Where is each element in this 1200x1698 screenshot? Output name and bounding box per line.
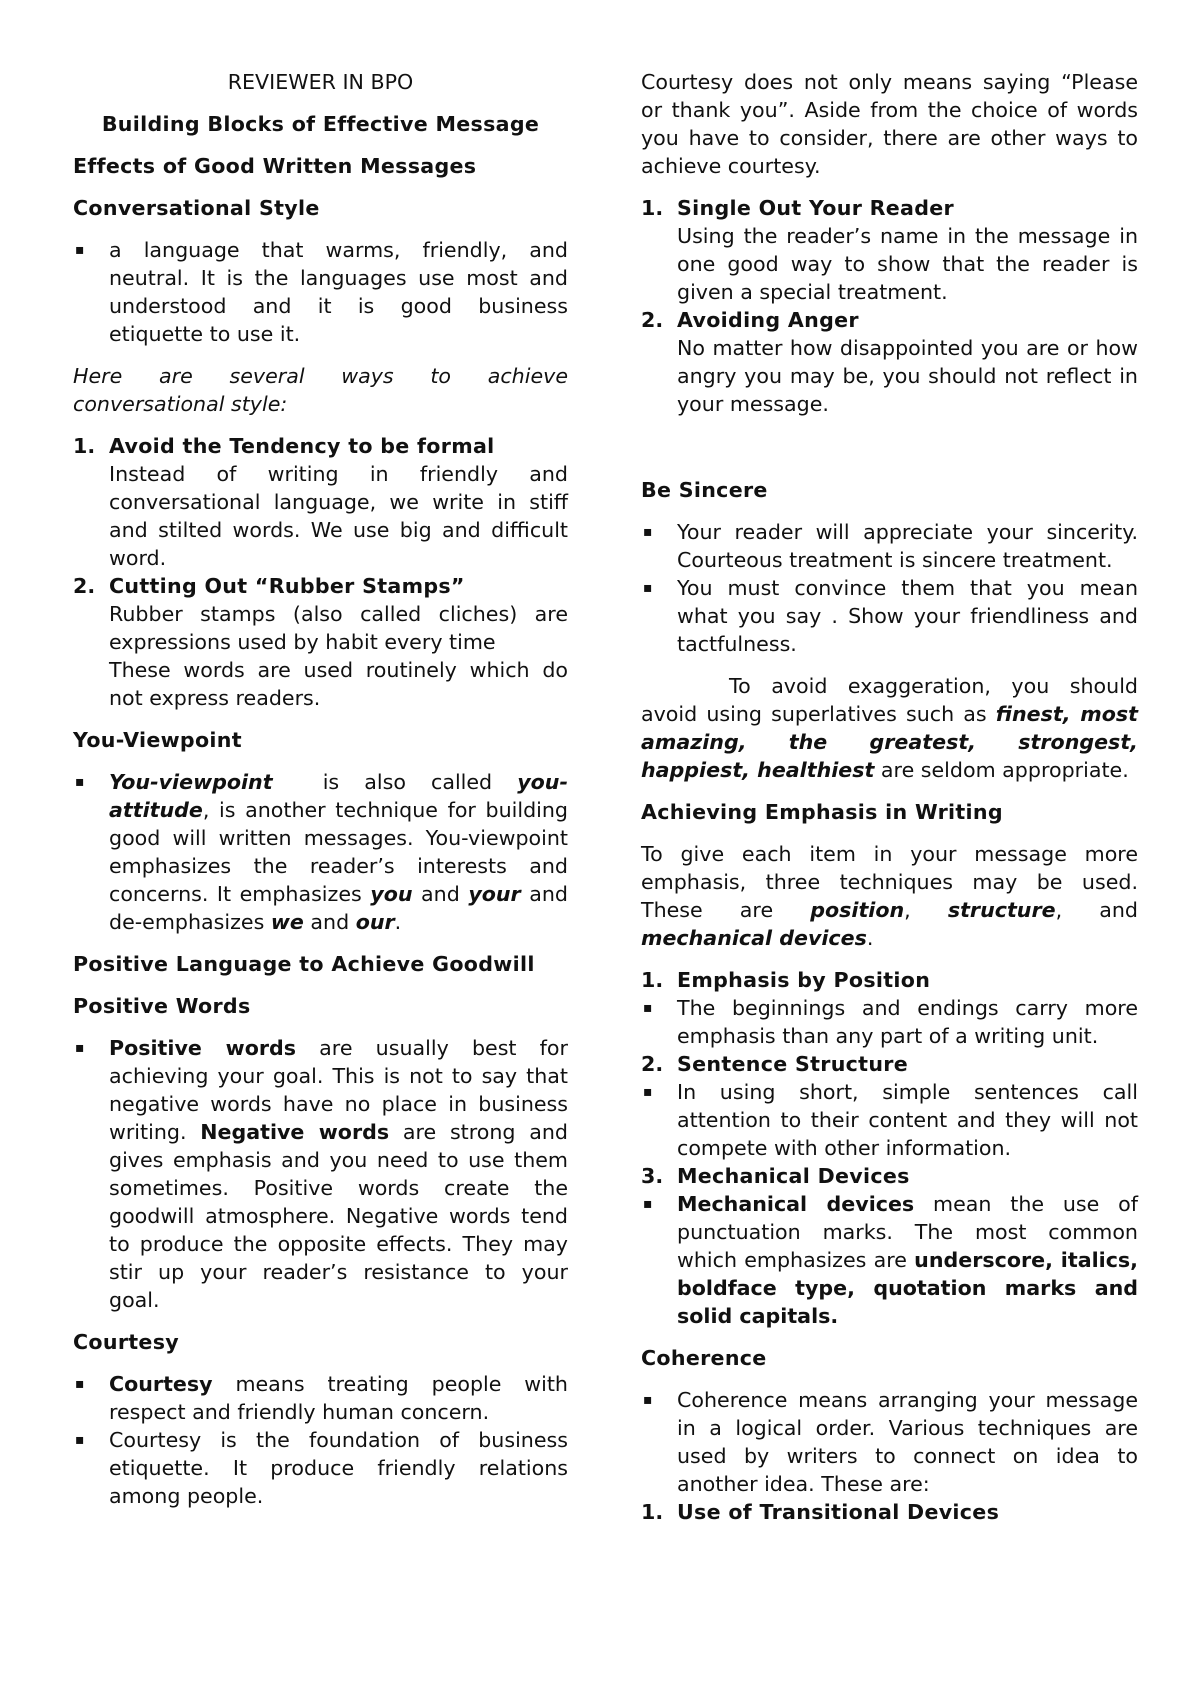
term: our — [355, 910, 395, 934]
bullet-icon: ▪ — [75, 1376, 85, 1392]
left-column — [73, 68, 575, 1510]
text-run: and de-emphasizes — [109, 882, 575, 934]
text-run: are seldom appropriate. — [874, 758, 1129, 782]
term: structure — [947, 898, 1056, 922]
superlatives: finest, most amazing, the greatest, strongest, happiest, healthiest — [641, 702, 1138, 782]
item-body: Instead of writing in friendly and conversational language, we write in stiff and stilted words. We use big and difficult word. — [109, 462, 568, 570]
list-item — [641, 574, 1138, 658]
bullet-icon: ▪ — [75, 1040, 85, 1056]
effects-heading: Effects of Good Written Messages — [73, 154, 477, 178]
term: Mechanical devices — [677, 1192, 915, 1216]
item-body: Rubber stamps (also called cliches) are expressions used by habit every time — [109, 602, 568, 654]
text-run: To avoid exaggeration, you should avoid using superlatives such as — [641, 674, 1138, 726]
term: position — [810, 898, 905, 922]
text-run: Courtesy is the foundation of business etiquette. It produce friendly relations among people. — [109, 1428, 568, 1508]
bullet-icon: ▪ — [643, 524, 653, 540]
item-number: 1. — [641, 968, 664, 992]
list-item — [641, 1162, 1138, 1190]
text-run: means treating people with respect and friendly human concern. — [109, 1372, 568, 1424]
text-run: The beginnings and endings carry more emphasis than any part of a writing unit. — [677, 996, 1138, 1048]
list-item — [641, 518, 1138, 574]
courtesy-continued: Courtesy does not only means saying “Please or thank you”. Aside from the choice of words you have to consider, there are other ways to achieve courtesy. — [641, 70, 1138, 178]
bullet-icon: ▪ — [75, 1432, 85, 1448]
text-run: In using short, simple sentences call attention to their content and they will not compete with other information. — [677, 1080, 1138, 1160]
term: you-attitude — [109, 770, 568, 822]
term: Courtesy — [109, 1372, 213, 1396]
item-title: Mechanical Devices — [677, 1164, 910, 1188]
list-item — [73, 432, 568, 572]
conversational-style-heading: Conversational Style — [73, 196, 320, 220]
item-title: Avoid the Tendency to be formal — [109, 434, 495, 458]
list-item — [641, 1190, 1138, 1330]
item-number: 2. — [73, 574, 96, 598]
term: we — [270, 910, 304, 934]
term: underscore, italics, boldface type, quotation marks and solid capitals. — [677, 1248, 1138, 1328]
text-run: , is another technique for building good will written messages. You-viewpoint emphasizes the reader’s interests and concerns. It emphasizes — [109, 798, 568, 906]
exaggeration-paragraph — [641, 672, 1138, 784]
text-run: . — [394, 910, 402, 934]
bullet-icon: ▪ — [75, 242, 85, 258]
term: You-viewpoint — [109, 770, 273, 794]
list-item — [73, 572, 568, 712]
bullet-icon: ▪ — [643, 1392, 653, 1408]
list-item — [641, 1386, 1138, 1498]
emphasis-heading: Achieving Emphasis in Writing — [641, 800, 1003, 824]
list-item — [641, 1498, 1138, 1526]
text-run: . — [866, 926, 874, 950]
item-title: Sentence Structure — [677, 1052, 909, 1076]
document-subtitle: Building Blocks of Effective Message — [101, 112, 540, 136]
text-run: are strong and gives emphasis and you need to use them sometimes. Positive words create the goodwill atmosphere. Negative words tend to produce the opposite effects. They may stir up your reader’s resistance to your goal. — [109, 1120, 569, 1312]
conversational-intro: Here are several ways to achieve conversational style: — [73, 364, 568, 416]
list-item — [641, 994, 1138, 1050]
bullet-icon: ▪ — [75, 774, 85, 790]
you-viewpoint-heading: You-Viewpoint — [73, 728, 242, 752]
item-body: No matter how disappointed you are or how angry you may be, you should not reflect in your message. — [677, 336, 1138, 416]
item-number: 2. — [641, 1052, 664, 1076]
text-run: is also called — [272, 770, 518, 794]
courtesy-heading: Courtesy — [73, 1330, 179, 1354]
item-number: 1. — [641, 1500, 664, 1524]
list-item — [73, 236, 568, 348]
text-run: Your reader will appreciate your sincerity. Courteous treatment is sincere treatment. — [677, 520, 1138, 572]
term: Positive words — [109, 1036, 296, 1060]
right-column — [641, 68, 1145, 1526]
term: Negative words — [200, 1120, 390, 1144]
list-item — [73, 1370, 568, 1426]
item-title: Emphasis by Position — [677, 968, 931, 992]
item-number: 2. — [641, 308, 664, 332]
document-title: REVIEWER IN BPO — [227, 70, 414, 94]
text-run: mean the use of punctuation marks. The most common which emphasizes are — [677, 1192, 1138, 1272]
item-title: Cutting Out “Rubber Stamps” — [109, 574, 465, 598]
list-item — [73, 768, 575, 936]
term: you — [370, 882, 413, 906]
item-number: 1. — [73, 434, 96, 458]
conversational-bullet-text: a language that warms, friendly, and neutral. It is the languages use most and understood and it is good business etiquette to use it. — [109, 238, 568, 346]
list-item — [641, 194, 1138, 306]
text-run: Coherence means arranging your message in a logical order. Various techniques are used by writers to connect on idea to another idea. These are: — [677, 1388, 1138, 1496]
list-item — [641, 1078, 1138, 1162]
list-item — [641, 306, 1138, 418]
bullet-icon: ▪ — [643, 1196, 653, 1212]
bullet-icon: ▪ — [643, 1084, 653, 1100]
text-run: To give each item in your message more emphasis, three techniques may be used. These are — [641, 842, 1138, 922]
text-run: , and — [1055, 898, 1145, 922]
item-number: 3. — [641, 1164, 664, 1188]
coherence-heading: Coherence — [641, 1346, 767, 1370]
term: mechanical devices — [641, 926, 867, 950]
item-body: Using the reader’s name in the message in one good way to show that the reader is given a special treatment. — [677, 224, 1138, 304]
item-title: Avoiding Anger — [677, 308, 859, 332]
item-number: 1. — [641, 196, 664, 220]
list-item — [73, 1034, 568, 1314]
item-body: These words are used routinely which do not express readers. — [109, 658, 568, 710]
bullet-icon: ▪ — [643, 1000, 653, 1016]
positive-words-heading: Positive Words — [73, 994, 251, 1018]
text-run: and — [412, 882, 469, 906]
item-title: Single Out Your Reader — [677, 196, 955, 220]
item-title: Use of Transitional Devices — [677, 1500, 1000, 1524]
list-item — [73, 1426, 568, 1510]
text-run: You must convince them that you mean what you say . Show your friendliness and tactfulness. — [677, 576, 1138, 656]
text-run: , — [904, 898, 948, 922]
be-sincere-heading: Be Sincere — [641, 478, 768, 502]
list-item — [641, 966, 1138, 994]
text-run: and — [303, 910, 356, 934]
list-item — [641, 1050, 1138, 1078]
emphasis-intro — [641, 840, 1145, 952]
text-run: are usually best for achieving your goal. This is not to say that negative words have no place in business writing. — [109, 1036, 568, 1144]
term: your — [468, 882, 521, 906]
positive-language-heading: Positive Language to Achieve Goodwill — [73, 952, 535, 976]
bullet-icon: ▪ — [643, 580, 653, 596]
